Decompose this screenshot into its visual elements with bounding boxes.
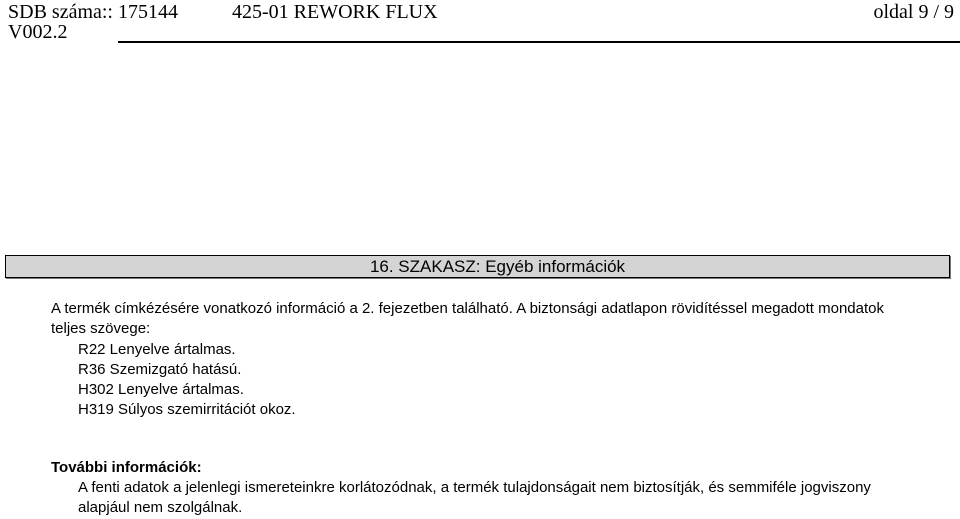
version-number: V002.2 xyxy=(8,21,68,43)
further-info-label: További információk: xyxy=(51,459,202,476)
hazard-phrase: H319 Súlyos szemirritációt okoz. xyxy=(78,401,296,418)
page-number: oldal 9 / 9 xyxy=(873,1,954,23)
product-name: 425-01 REWORK FLUX xyxy=(232,1,438,23)
labeling-info-line-1: A termék címkézésére vonatkozó információ a 2. fejezetben található. A biztonsági adatlapon rövidítéssel megadott mondatok xyxy=(51,300,884,317)
hazard-phrase: H302 Lenyelve ártalmas. xyxy=(78,381,244,398)
page-header xyxy=(0,0,960,44)
header-divider xyxy=(118,41,960,43)
further-info-line-1: A fenti adatok a jelenlegi ismereteinkre korlátozódnak, a termék tulajdonságait nem biztosítják, és semmiféle jogviszony xyxy=(78,479,871,496)
further-info-line-2: alapjául nem szolgálnak. xyxy=(78,499,243,516)
section-title: 16. SZAKASZ: Egyéb információk xyxy=(369,257,626,276)
labeling-info-line-2: teljes szövege: xyxy=(51,320,151,337)
hazard-phrase: R22 Lenyelve ártalmas. xyxy=(78,341,236,358)
hazard-phrase: R36 Szemizgató hatású. xyxy=(78,361,242,378)
sdb-number: SDB száma:: 175144 xyxy=(8,1,178,23)
section-heading-box xyxy=(5,255,950,278)
